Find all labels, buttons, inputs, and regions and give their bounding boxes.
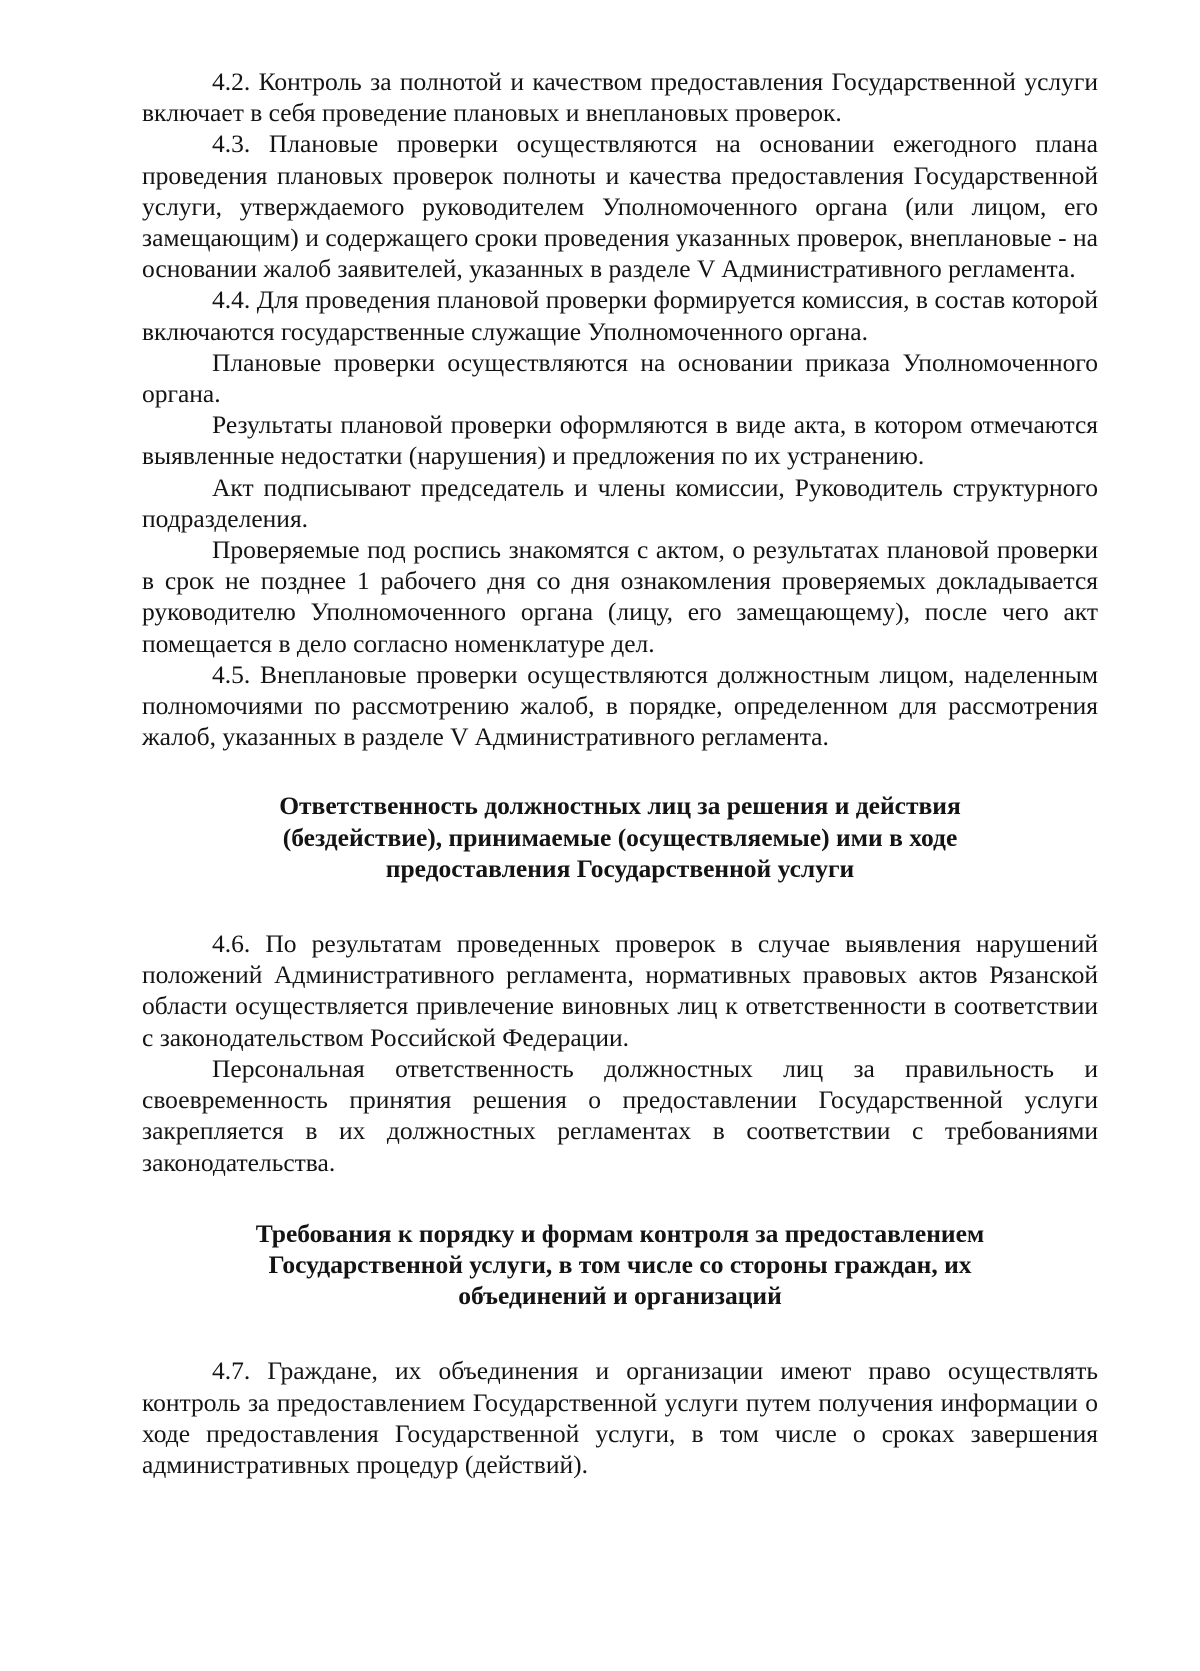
paragraph-4-5: 4.5. Внеплановые проверки осуществляются должностным лицом, наделенным полномочиями по рассмотрению жалоб, в порядке, определенном для рассмотрения жалоб, указанных в разделе V Административного регламента. — [142, 659, 1098, 752]
paragraph-personal-responsibility: Персональная ответственность должностных лиц за правильность и своевременность принятия решения о предоставлении Государственной услуги закрепляется в их должностных регламентах в соответствии с требованиями законодательства. — [142, 1053, 1098, 1177]
paragraph-check-results: Результаты плановой проверки оформляются в виде акта, в котором отмечаются выявленные недостатки (нарушения) и предложения по их устранению. — [142, 410, 1098, 471]
paragraph-act-signing: Акт подписывают председатель и члены комиссии, Руководитель структурного подразделения. — [142, 472, 1098, 533]
paragraph-planned-checks-order: Плановые проверки осуществляются на основании приказа Уполномоченного органа. — [142, 347, 1098, 409]
document-page — [142, 66, 1098, 1480]
paragraph-4-4: 4.4. Для проведения плановой проверки формируется комиссия, в состав которой включаются государственные служащие Уполномоченного органа. — [142, 285, 1098, 346]
paragraph-act-review: Проверяемые под роспись знакомятся с актом, о результатах плановой проверки в срок не позднее 1 рабочего дня со дня ознакомления проверяемых докладывается руководителю Уполномоченного органа (лицу, его замещающему), после чего акт помещается в дело согласно номенклатуре дел. — [142, 535, 1098, 658]
paragraph-4-2: 4.2. Контроль за полнотой и качеством предоставления Государственной услуги включает в себя проведение плановых и внеплановых проверок. — [142, 67, 1098, 128]
paragraph-4-3: 4.3. Плановые проверки осуществляются на основании ежегодного плана проведения плановых проверок полноты и качества предоставления Государственной услуги, утверждаемого руководителем Уполномоченного органа (или лицом, его замещающим) и содержащего сроки проведения указанных проверок, внеплановые - на основании жалоб заявителей, указанных в разделе V Административного регламента. — [142, 129, 1098, 284]
paragraph-4-7: 4.7. Граждане, их объединения и организации имеют право осуществлять контроль за предоставлением Государственной услуги путем получения информации о ходе предоставления Государственной услуги, в том числе о сроках завершения административных процедур (действий). — [142, 1356, 1098, 1479]
paragraph-4-6: 4.6. По результатам проведенных проверок в случае выявления нарушений положений Административного регламента, нормативных правовых актов Рязанской области осуществляется привлечение виновных лиц к ответственности в соответствии с законодательством Российской Федерации. — [142, 929, 1098, 1052]
section-heading-requirements: Требования к порядку и формам контроля за предоставлением Государственной услуги, в том числе со стороны граждан, их объединений и организаций — [255, 1218, 985, 1311]
section-heading-responsibility: Ответственность должностных лиц за решения и действия (бездействие), принимаемые (осуществляемые) ими в ходе предоставления Государственной услуги — [279, 791, 961, 883]
